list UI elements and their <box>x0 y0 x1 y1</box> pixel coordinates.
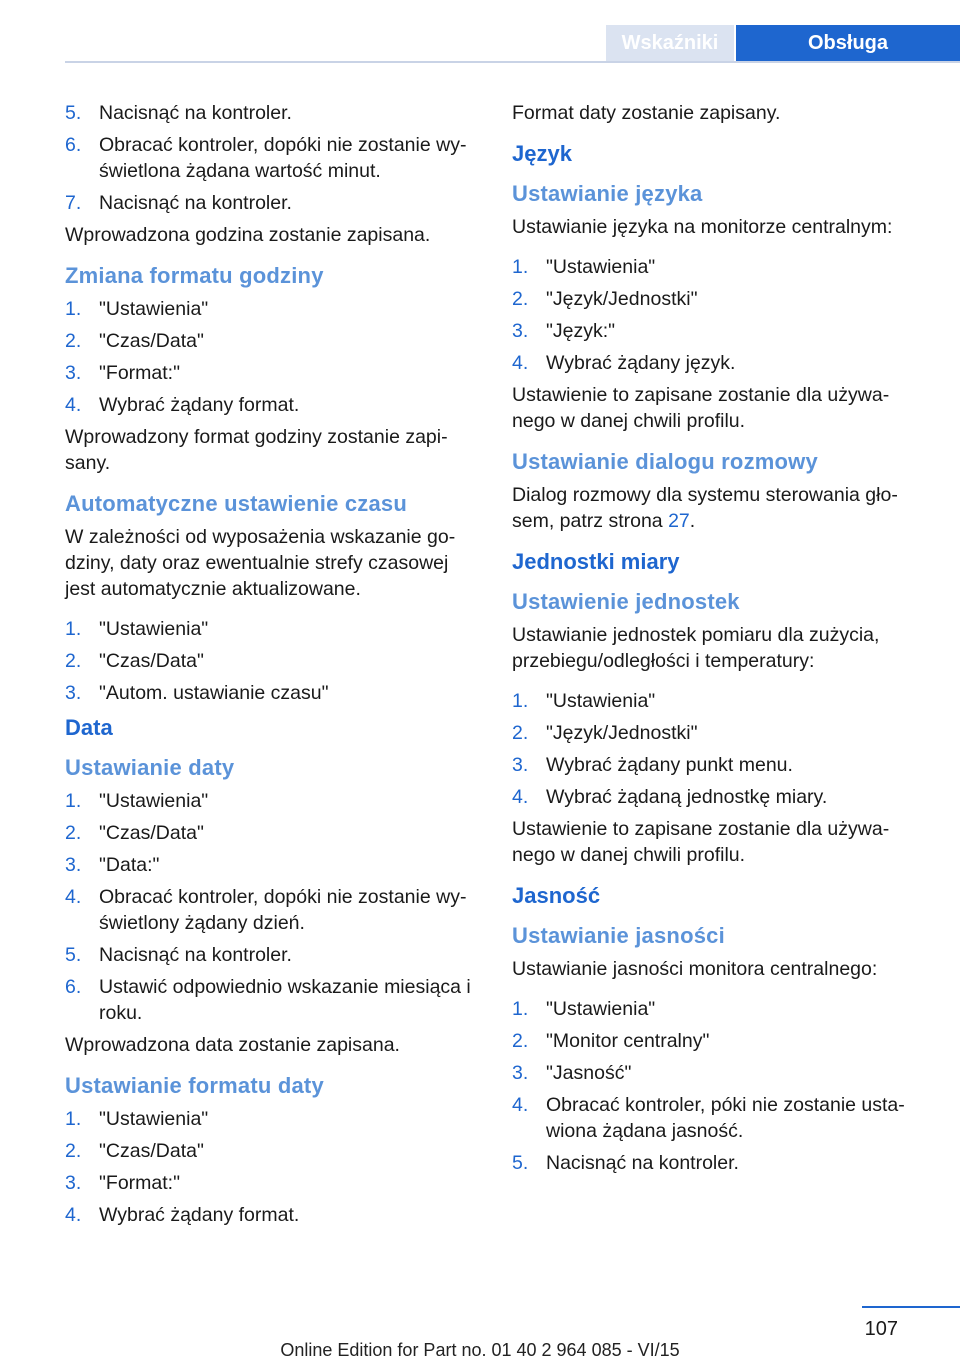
heading-brightness: Jasność <box>512 883 601 908</box>
list-left-a <box>65 100 480 216</box>
list-item <box>65 1138 480 1164</box>
list-item <box>65 328 480 354</box>
paragraph-dialog <box>512 482 932 534</box>
list-item <box>65 1170 480 1196</box>
list-item <box>512 1150 932 1176</box>
paragraph: Format daty zostanie zapisany. <box>512 102 781 124</box>
list-item <box>65 884 480 936</box>
paragraph: Ustawianie języka na monitorze centralnym: <box>512 216 893 238</box>
list-item-number: 1. <box>65 618 82 640</box>
paragraph: Ustawienie to zapisane zostanie dla używa‐nego w danej chwili profilu. <box>512 384 890 432</box>
heading-time-format: Zmiana formatu godziny <box>65 263 324 288</box>
list-item-number: 2. <box>65 822 82 844</box>
list-item-number: 2. <box>512 288 529 310</box>
heading-set-language: Ustawianie języka <box>512 181 703 206</box>
list-item-text: "Ustawienia" <box>99 298 209 320</box>
list-item <box>65 942 480 968</box>
tab-wskazniki[interactable]: Wskaźniki <box>606 25 734 61</box>
list-item <box>512 720 932 746</box>
list-item <box>512 318 932 344</box>
list-item-number: 2. <box>512 722 529 744</box>
page-header <box>0 0 960 64</box>
list-item-text: Nacisnąć na kontroler. <box>99 944 292 966</box>
list-item-text: "Czas/Data" <box>99 1140 204 1162</box>
list-item <box>512 1060 932 1086</box>
list-item-text: "Czas/Data" <box>99 822 204 844</box>
list-item-number: 2. <box>512 1030 529 1052</box>
list-item <box>512 996 932 1022</box>
paragraph: Wprowadzona data zostanie zapisana. <box>65 1034 400 1056</box>
list-item-text: Wybrać żądany format. <box>99 1204 300 1226</box>
list-item <box>65 788 480 814</box>
list-item-text: "Jasność" <box>546 1062 632 1084</box>
list-item-number: 3. <box>512 1062 529 1084</box>
list-item-text: Wybrać żądany punkt menu. <box>546 754 793 776</box>
list-item-text: "Monitor centralny" <box>546 1030 710 1052</box>
list-item-number: 3. <box>512 754 529 776</box>
list-item-text: Obracać kontroler, dopóki nie zostanie wy‐świetlona żądana wartość minut. <box>99 134 467 182</box>
paragraph: Ustawienie to zapisane zostanie dla używa‐nego w danej chwili profilu. <box>512 818 890 866</box>
list-item-text: "Czas/Data" <box>99 330 204 352</box>
list-item <box>65 132 480 184</box>
list-item-text: "Ustawienia" <box>99 1108 209 1130</box>
list-left-c <box>65 616 480 706</box>
list-item-number: 4. <box>512 1094 529 1116</box>
heading-set-brightness: Ustawianie jasności <box>512 923 725 948</box>
list-item-text: Wybrać żądany język. <box>546 352 736 374</box>
page-link[interactable]: 27 <box>668 510 690 532</box>
list-item <box>65 360 480 386</box>
list-item-text: "Format:" <box>99 1172 181 1194</box>
list-item-number: 3. <box>512 320 529 342</box>
list-item-text: "Język:" <box>546 320 616 342</box>
list-item-text: Nacisnąć na kontroler. <box>99 102 292 124</box>
list-item-text: Nacisnąć na kontroler. <box>99 192 292 214</box>
list-item-text: Ustawić odpowiednio wskazanie miesiąca i roku. <box>99 976 471 1024</box>
list-item-text: Nacisnąć na kontroler. <box>546 1152 739 1174</box>
footer-divider <box>862 1306 960 1308</box>
list-item-number: 7. <box>65 192 82 214</box>
list-item-number: 3. <box>65 854 82 876</box>
paragraph: Wprowadzony format godziny zostanie zapi‐sany. <box>65 426 448 474</box>
list-item-number: 3. <box>65 362 82 384</box>
list-item <box>512 688 932 714</box>
list-item-text: "Autom. ustawianie czasu" <box>99 682 329 704</box>
list-item-number: 3. <box>65 1172 82 1194</box>
list-item-text: "Język/Jednostki" <box>546 722 698 744</box>
list-item-text: "Język/Jednostki" <box>546 288 698 310</box>
heading-auto-time: Automatyczne ustawienie czasu <box>65 491 408 516</box>
list-item-text: "Ustawienia" <box>546 690 656 712</box>
list-item <box>65 974 480 1026</box>
list-item <box>65 820 480 846</box>
dialog-text: Dialog rozmowy dla systemu sterowania gło‐sem, patrz strona <box>512 484 898 532</box>
list-item <box>512 286 932 312</box>
list-item <box>65 852 480 878</box>
list-item-number: 4. <box>65 394 82 416</box>
list-item-text: Obracać kontroler, dopóki nie zostanie wy‐świetlony żądany dzień. <box>99 886 467 934</box>
list-item-text: "Czas/Data" <box>99 650 204 672</box>
heading-data: Data <box>65 715 113 740</box>
paragraph: Wprowadzona godzina zostanie zapisana. <box>65 224 431 246</box>
left-column <box>65 100 480 1234</box>
list-item-number: 1. <box>512 690 529 712</box>
list-item-number: 4. <box>512 786 529 808</box>
list-left-b <box>65 296 480 418</box>
list-item <box>65 190 480 216</box>
list-item <box>65 680 480 706</box>
list-item-number: 5. <box>65 102 82 124</box>
list-item-text: Wybrać żądany format. <box>99 394 300 416</box>
list-item-number: 2. <box>65 330 82 352</box>
list-right-a <box>512 254 932 376</box>
list-item <box>512 752 932 778</box>
list-item-text: "Format:" <box>99 362 181 384</box>
list-item-text: Obracać kontroler, póki nie zostanie usta‐wiona żądana jasność. <box>546 1094 905 1142</box>
list-item <box>512 1092 932 1144</box>
list-item-number: 2. <box>65 650 82 672</box>
list-item <box>512 784 932 810</box>
list-item-number: 1. <box>65 1108 82 1130</box>
dialog-text-end: . <box>689 510 696 532</box>
page-number: 107 <box>864 1318 898 1340</box>
list-item-number: 4. <box>512 352 529 374</box>
list-item-number: 1. <box>512 256 529 278</box>
list-item <box>65 296 480 322</box>
list-item <box>65 1106 480 1132</box>
list-left-e <box>65 1106 480 1228</box>
edition-footer: Online Edition for Part no. 01 40 2 964 085 - VI/15 <box>280 1340 680 1360</box>
heading-set-date: Ustawianie daty <box>65 755 235 780</box>
list-item-number: 6. <box>65 976 82 998</box>
list-item <box>65 392 480 418</box>
list-item <box>65 1202 480 1228</box>
list-item-number: 4. <box>65 1204 82 1226</box>
list-item-text: "Ustawienia" <box>99 790 209 812</box>
heading-units: Jednostki miary <box>512 549 680 574</box>
paragraph: Ustawianie jasności monitora centralnego: <box>512 958 878 980</box>
list-item-number: 4. <box>65 886 82 908</box>
list-item <box>512 254 932 280</box>
list-item-number: 1. <box>65 790 82 812</box>
list-item-number: 2. <box>65 1140 82 1162</box>
right-column <box>512 100 932 1182</box>
list-item <box>65 100 480 126</box>
list-item-number: 1. <box>65 298 82 320</box>
heading-set-units: Ustawienie jednostek <box>512 589 740 614</box>
heading-date-format: Ustawianie formatu daty <box>65 1073 324 1098</box>
list-right-b <box>512 688 932 810</box>
header-divider <box>65 61 960 63</box>
list-item-text: "Ustawienia" <box>546 998 656 1020</box>
list-item-number: 5. <box>65 944 82 966</box>
list-item-number: 6. <box>65 134 82 156</box>
list-item <box>65 616 480 642</box>
heading-dialog: Ustawianie dialogu rozmowy <box>512 449 818 474</box>
list-item-text: Wybrać żądaną jednostkę miary. <box>546 786 828 808</box>
list-item-text: "Data:" <box>99 854 160 876</box>
list-item-text: "Ustawienia" <box>99 618 209 640</box>
list-right-c <box>512 996 932 1176</box>
list-item-number: 1. <box>512 998 529 1020</box>
list-item <box>65 648 480 674</box>
list-item-number: 3. <box>65 682 82 704</box>
list-item-text: "Ustawienia" <box>546 256 656 278</box>
tab-obsluga[interactable]: Obsługa <box>736 25 960 61</box>
list-left-d <box>65 788 480 1026</box>
paragraph: Ustawianie jednostek pomiaru dla zużycia, przebiegu/odległości i temperatury: <box>512 624 880 672</box>
list-item-number: 5. <box>512 1152 529 1174</box>
heading-language: Język <box>512 141 572 166</box>
paragraph: W zależności od wyposażenia wskazanie go‐dziny, daty oraz ewentualnie strefy czasowej jest automatycznie aktualizowane. <box>65 526 456 600</box>
list-item <box>512 350 932 376</box>
list-item <box>512 1028 932 1054</box>
